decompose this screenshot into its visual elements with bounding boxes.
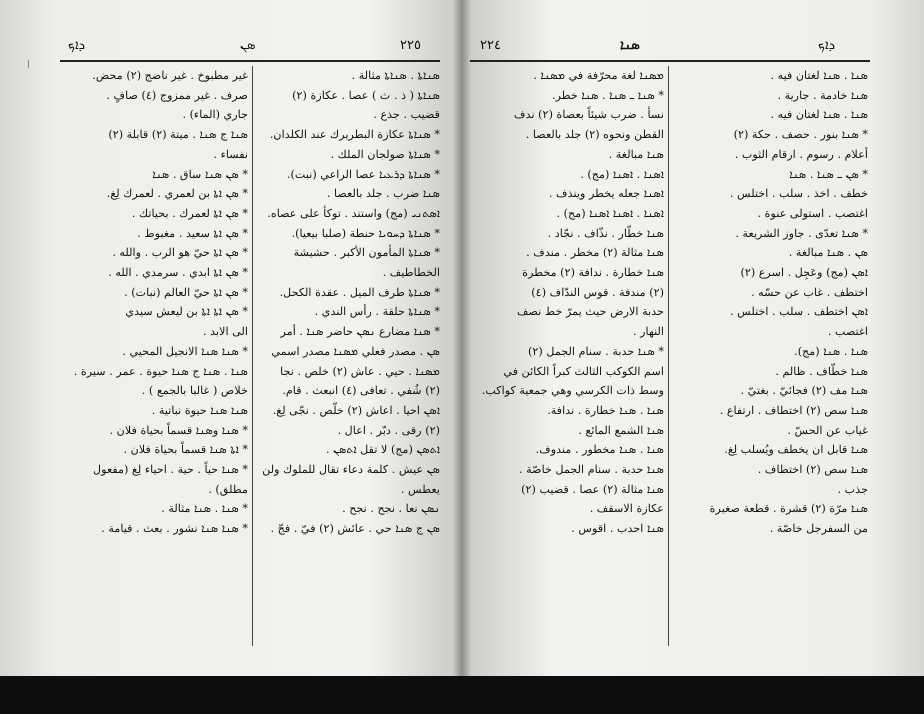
entry-line: ܣܢܐ قابل ان يخطف ويُسلب لِغ. xyxy=(724,443,868,457)
entry-line: ܣܢܐ . ܣܢܐ لغتان فيه . xyxy=(770,108,868,122)
right-page-col-left xyxy=(470,66,664,539)
entry-line: ܣܢܐ خادمة . جارية . xyxy=(777,88,868,102)
entry-line: (٢) مندفة . قوس الندّاف (٤) xyxy=(531,285,664,299)
entry-line: ܣܢ . مصدر فعلي ܡܣܢܐ مصدر اسمي xyxy=(271,344,440,358)
left-page-col-right xyxy=(256,66,440,539)
entry-line: * ܣܢܐ ܣܢܐ نشور . بعث . قيامة . xyxy=(101,522,248,536)
entry-line: ܣܢܐܬܐ ( ذ . ث ) عصا . عكازة (٢) xyxy=(292,88,440,102)
entry-line: ܡܣܢܐ . حيي . عاش (٢) خلص . نجا xyxy=(280,364,440,378)
right-page-header xyxy=(470,38,870,60)
entry-line: ܣܢܐ . ܣܢܐ ج ܣܢܐ حيوة . عمر . سيرة . xyxy=(73,364,248,378)
entry-line: غير مطبوخ . غير ناضج (٢) محض. xyxy=(92,69,248,82)
entry-line: اغتصب . استولى عنوة . xyxy=(757,206,868,220)
entry-line: النهار . xyxy=(633,325,664,339)
left-header-title: ܕܐܟ xyxy=(68,38,86,53)
entry-line: * ܣܢܐܬܐ صولجان الملك . xyxy=(330,147,440,161)
left-page-header xyxy=(60,38,440,60)
entry-line: ܐܣܢܐ جعله يخطر وينذف . xyxy=(548,187,664,201)
entry-line: * ܣܢܐܬܐ ܕܪܥܝܐ عصا الراعي (نبت). xyxy=(286,167,440,181)
entry-line: * ܣܢܐ تعدّى . جاوز الشريعة . xyxy=(735,226,868,240)
entry-line: ܐܣܢܐ . ܐܣܢܐ ܐܣܢܐ (مج) . xyxy=(556,206,664,220)
entry-line: نسأ . ضرب شيئاً بعصاة (٢) ندف xyxy=(514,108,664,122)
entry-line: * ܣܢܐ بنور . حصف . حكة (٢) xyxy=(733,128,868,142)
entry-line: * ܣܢܐܬܐ ܕܚܘܝܐ حنطة (صلبا بيعيا). xyxy=(291,226,440,240)
entry-line: ܣܢܐ مثالة (٢) عصا . قضيب (٢) xyxy=(521,482,664,496)
entry-line: ܐܬܣܢ (مج) لا تقل ܐܬܣܢ . xyxy=(325,443,440,457)
entry-line: ܡܣܢܐ لغة محرّفة في ܡܣܢܐ . xyxy=(533,69,664,82)
right-page-number: ٢٢٤ xyxy=(480,38,501,53)
entry-line: مطلق) . xyxy=(208,482,248,496)
right-header-title: ܕܐܟ xyxy=(818,38,836,53)
entry-line: * ܣܢܐ حياً . حية . احياء لِغ (مفعول xyxy=(93,463,248,477)
entry-line: ܣܢܐ سص (٢) اختطاف . ارتفاع . xyxy=(719,403,868,417)
entry-line: ܣܢ عيش . كلمة دعاء تقال للملوك ولن xyxy=(262,463,440,477)
entry-line: * ܣܢ ـ ܣܢܐ . ܣܢܐ xyxy=(789,167,868,181)
entry-line: ܣܢܐ . ܣܢܐ مخطور . مندوف. xyxy=(535,443,664,457)
entry-line: ܣܢܐ ج ܣܢܐ . ميتة (٢) قابلة (٢) xyxy=(108,128,248,142)
page-mark xyxy=(28,60,35,68)
scan-bottom-edge xyxy=(0,676,924,714)
left-column-divider xyxy=(252,66,253,646)
left-page-col-left xyxy=(60,66,248,539)
right-page xyxy=(470,30,870,670)
entry-line: * ܣܢܐ حدبة . سنام الجمل (٢) xyxy=(528,344,664,358)
entry-line: * ܣܢܐܬܐ عكازة البطريرك عند الكلدان. xyxy=(269,128,440,142)
entry-line: * ܣܢ ܐܬܐ لعمرك . بحياتك . xyxy=(131,206,248,220)
entry-line: ܐܣܢ اختطف . سلب . اختلس . xyxy=(729,305,868,319)
entry-line: * ܣܢܐ ܣܢܐ الانجيل المحيي . xyxy=(122,344,248,358)
entry-line: ܣܢܐ احدب . اقوس . xyxy=(571,522,664,536)
entry-line: * ܣܢ ܐܬܐ ܐܬܐ بن ليعش سيدي xyxy=(125,305,248,319)
entry-line: ܣܢܐ مبالغة . xyxy=(608,147,664,161)
entry-line: ܣܢܐ سص (٢) اختطاف . xyxy=(757,463,868,477)
left-page xyxy=(60,30,440,670)
entry-line: ܣܢܐ . ܣܢܐ لغتان فيه . xyxy=(770,69,868,82)
entry-line: * ܐܬܐ ܣܢܐ قسماً بحياة فلان . xyxy=(123,443,248,457)
right-header-rule xyxy=(470,60,870,62)
entry-line: ܣܢ . ܣܢܐ مبالغة . xyxy=(788,246,868,260)
entry-line: اسم الكوكب الثالث كبراً الكائن في xyxy=(503,364,664,378)
entry-line: * ܣܢܐܬܐ المأمون الأكبر . حشيشة xyxy=(293,246,440,260)
entry-line: ܣܢܐ مثالة (٢) مخطر . مندف . xyxy=(526,246,664,260)
entry-line: ܣܢܐ مرّة (٢) قشرة . قطعة صغيرة xyxy=(709,502,868,516)
entry-line: ܣܢܐ خطارة . ندافة (٢) مخطرة xyxy=(522,266,664,280)
entry-line: حدبة الارض حيث يمرّ خط نصف xyxy=(516,305,664,319)
left-header-center: ܣܢ xyxy=(240,38,256,53)
entry-line: وسط ذات الكرسي وهي جمعية كواكب. xyxy=(481,384,664,398)
entry-line: خلاص ( غالبا بالجمع ) . xyxy=(141,384,248,398)
left-header-rule xyxy=(60,60,440,62)
entry-line: * ܣܢ ܣܢܐ ساق . ܣܢܐ xyxy=(152,167,248,181)
entry-line: * ܣܢ ܐܬܐ بن لعمري . لعمرك لِغ. xyxy=(106,187,248,201)
entry-line: ܣܢܐ . ܣܢܐ خطارة . ندافة. xyxy=(547,403,664,417)
entry-line: قضيب . جذع . xyxy=(373,108,440,122)
entry-line: أعلام . رسوم . ارقام الثوب . xyxy=(734,147,868,161)
entry-line: ܣܢܐ الشمع المائع . xyxy=(578,423,664,437)
entry-line: نفساء . xyxy=(213,147,248,161)
entry-line: ܢܣܢ نعا . نجح . نجح . xyxy=(342,502,440,516)
entry-line: * ܣܢܐܬܐ حلقة . رأس الندي . xyxy=(314,305,440,319)
entry-line: الى الابد . xyxy=(203,325,248,339)
entry-line: ܣܢܐ حدبة . سنام الجمل خاصّة . xyxy=(519,463,664,477)
entry-line: ܣܢܐ خطّار . نذّاف . نجّاد . xyxy=(547,226,664,240)
entry-line: * ܣܢܐ ـ ܣܢܐ . ܣܢܐ خطر. xyxy=(552,88,664,102)
entry-line: * ܣܢ ܐܬܐ حيّ العالم (نبات) . xyxy=(124,285,248,299)
right-header-center: ܣܢܐ xyxy=(620,38,640,53)
entry-line: القطن ونحوه (٢) جلد بالعصا . xyxy=(525,128,664,142)
entry-line: ܣܢ ج ܣܢܐ حي . عائش (٢) فيّ . فجّ . xyxy=(270,522,440,536)
entry-line: ܐܣܢܐ . ܐܣܢܐ (مج) . xyxy=(580,167,664,181)
entry-line: ܣܢܐ خطّاف . ظالم . xyxy=(775,364,868,378)
entry-line: * ܣܢܐ وܣܢܐ قسماً بحياة فلان . xyxy=(109,423,248,437)
entry-line: ܐܣܢ احيا . اعاش (٢) خلّص . نجّى لِغ. xyxy=(272,403,440,417)
entry-line: خطف . اخذ . سلب . اختلس . xyxy=(729,187,868,201)
entry-line: ܣܢܐ . ܣܢܐ (مج). xyxy=(794,344,868,358)
entry-line: ܣܢܐ مف (٢) فجائيّ . بغتيّ . xyxy=(740,384,868,398)
entry-line: * ܣܢ ܐܬܐ ابدي . سرمدي . الله . xyxy=(108,266,248,280)
right-page-col-right xyxy=(672,66,868,539)
entry-line: ܣܢܐ ضرب . جلد بالعصا . xyxy=(326,187,440,201)
entry-line: (٢) شُفي . تعافى (٤) انبعث . قام. xyxy=(282,384,440,398)
right-column-divider xyxy=(668,66,669,646)
entry-line: صرف . غير ممزوج (٤) صافٍ . xyxy=(106,88,248,102)
entry-line: ܐܣܢ (مج) وعَجِل . اسرع (٢) xyxy=(740,266,868,280)
entry-line: عكازة الاسقف . xyxy=(589,502,664,516)
entry-line: ܣܢܐ ܣܢܐ حيوة نباتية . xyxy=(151,403,248,417)
entry-line: جاري (الماء) . xyxy=(182,108,248,122)
entry-line: (٢) رقى . دبّر . اعال . xyxy=(337,423,440,437)
entry-line: * ܣܢ ܐܬܐ سعيد . مغبوط . xyxy=(137,226,248,240)
entry-line: اختطف . غاب عن حسّه . xyxy=(751,285,868,299)
entry-line: اغتصب . xyxy=(827,325,868,339)
entry-line: * ܣܢܐ مضارع ܢܣܢ حاضر ܣܢܐ . أمر xyxy=(280,325,440,339)
entry-line: * ܣܢ ܐܬܐ حيّ هو الرب . والله . xyxy=(112,246,248,260)
entry-line: يعطس . xyxy=(400,482,440,496)
entry-line: ܣܢܐܬܐ . ܣܢܐܬܐ مثالة . xyxy=(351,69,440,82)
entry-line: الخطاطيف . xyxy=(382,266,440,280)
entry-line: من السفرجل خاصّة . xyxy=(769,522,868,536)
entry-line: جذب . xyxy=(837,482,868,496)
entry-line: * ܣܢܐ . ܣܢܐ مثالة . xyxy=(161,502,248,516)
entry-line: * ܣܢܐܬܐ طرف الميل . عقدة الكحل. xyxy=(279,285,440,299)
left-page-number: ٢٢٥ xyxy=(400,38,421,53)
entry-line: غياب عن الحسّ . xyxy=(787,423,868,437)
entry-line: ܐܣܬܢܝ (مج) واستند . توكأ على عصاه. xyxy=(267,206,440,220)
